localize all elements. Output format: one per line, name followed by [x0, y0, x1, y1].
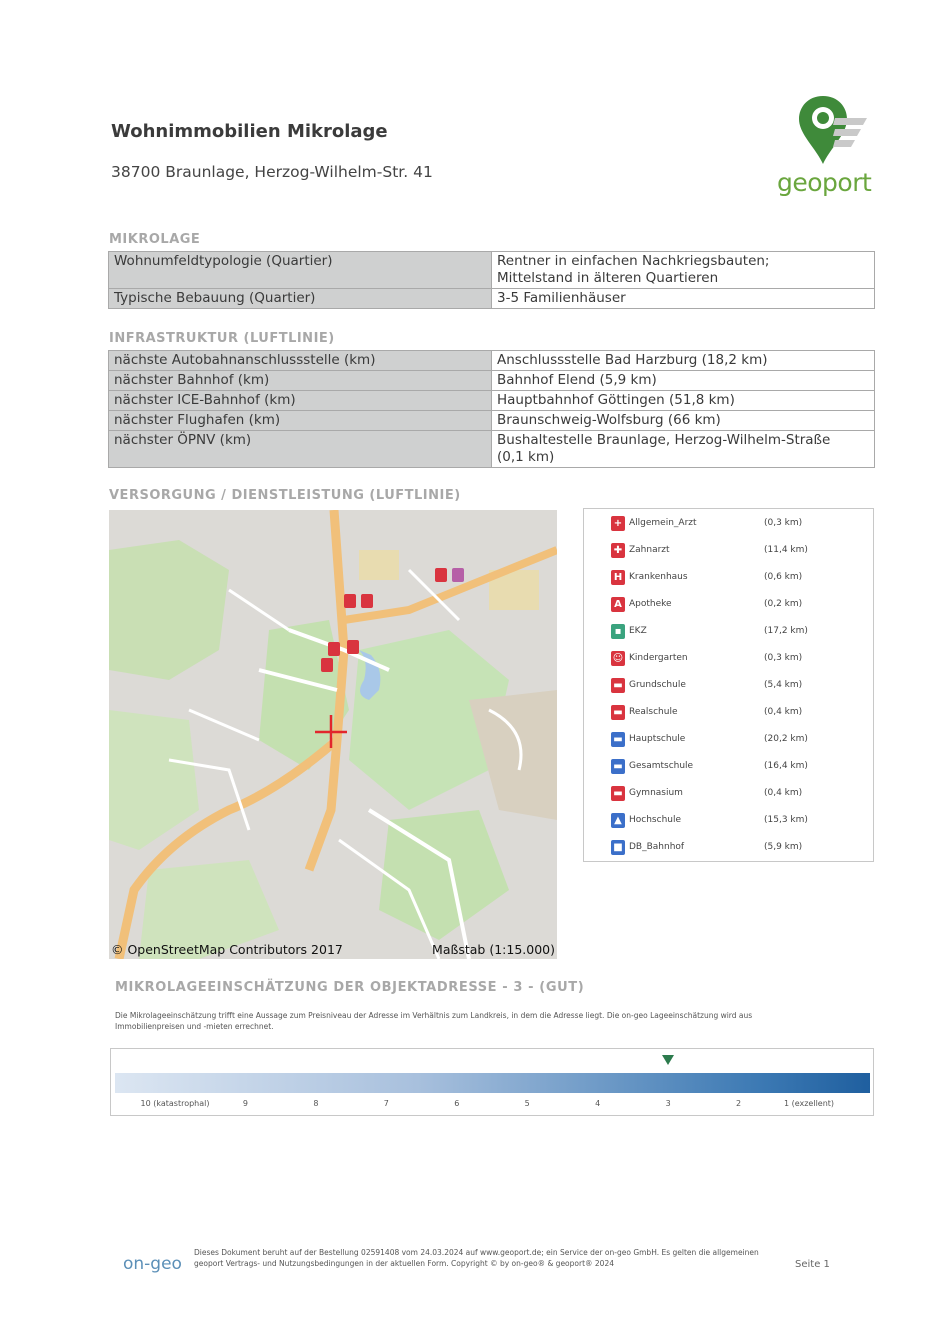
kindergarten-icon: ☺ — [612, 653, 624, 664]
shopping-icon: ▪ — [611, 624, 625, 639]
row-key: Wohnumfeldtypologie (Quartier) — [109, 252, 492, 289]
table-row — [109, 371, 875, 391]
table-row — [109, 431, 875, 468]
school-icon: ▬ — [611, 705, 625, 720]
legend-distance: (0,2 km) — [764, 599, 803, 609]
row-key: nächste Autobahnanschlussstelle (km) — [109, 351, 492, 371]
pharmacy-icon: A — [611, 597, 625, 612]
legend-distance: (16,4 km) — [764, 761, 808, 771]
scale-tick-label: 8 — [313, 1099, 319, 1108]
legend-label: Grundschule — [629, 680, 686, 690]
scale-tick-label: 9 — [242, 1099, 248, 1108]
row-value: Bahnhof Elend (5,9 km) — [492, 371, 875, 391]
infrastruktur-table — [108, 350, 875, 468]
footer-text: Dieses Dokument beruht auf der Bestellung 02591408 vom 24.03.2024 auf www.geoport.de; ein Service der on-geo GmbH. Es gelten die allgemeinen geoport Vertrags- und Nutzungsbedingungen in der aktuellen Form. Copyright © by on-geo® & geoport® 2024 — [194, 1248, 759, 1268]
university-icon: ▲ — [611, 813, 625, 828]
legend-row — [584, 756, 873, 778]
legend-label: Zahnarzt — [629, 545, 670, 555]
row-value: Hauptbahnhof Göttingen (51,8 km) — [492, 391, 875, 411]
legend-label: DB_Bahnhof — [629, 842, 685, 852]
school-icon: ▬ — [611, 678, 625, 693]
legend-distance: (0,4 km) — [764, 788, 803, 798]
map[interactable] — [109, 510, 557, 959]
row-value: Braunschweig-Wolfsburg (66 km) — [492, 411, 875, 431]
score-marker-icon — [662, 1055, 674, 1065]
legend-label: Realschule — [629, 707, 678, 717]
legend-distance: (0,3 km) — [764, 653, 803, 663]
legend-label: Allgemein_Arzt — [629, 518, 697, 528]
legend-row — [584, 837, 873, 859]
row-key: nächster ÖPNV (km) — [109, 431, 492, 468]
section-title-mikrolage: MIKROLAGE — [109, 232, 201, 247]
assessment-scale — [110, 1048, 874, 1116]
legend-distance: (0,6 km) — [764, 572, 803, 582]
school-icon: ▬ — [611, 759, 625, 774]
page-number: Seite 1 — [795, 1259, 830, 1270]
legend-row — [584, 675, 873, 697]
school-icon: ▬ — [611, 732, 625, 747]
row-key: nächster ICE-Bahnhof (km) — [109, 391, 492, 411]
legend-row — [584, 621, 873, 643]
tooth-icon: ✚ — [611, 543, 625, 558]
scale-tick-label: 5 — [524, 1099, 530, 1108]
legend-row — [584, 729, 873, 751]
school-icon: ▬ — [611, 786, 625, 801]
legend-row — [584, 648, 873, 670]
legend-label: Hauptschule — [629, 734, 686, 744]
location-pin-icon — [775, 92, 875, 172]
train-icon: ■ — [611, 840, 625, 855]
legend-distance: (5,9 km) — [764, 842, 803, 852]
scale-tick-label: 10 (katastrophal) — [140, 1099, 210, 1108]
legend-label: Krankenhaus — [629, 572, 688, 582]
legend-distance: (11,4 km) — [764, 545, 808, 555]
on-geo-logo: on-geo — [123, 1254, 182, 1274]
assessment-title: MIKROLAGEEINSCHÄTZUNG DER OBJEKTADRESSE - 3 - (GUT) — [115, 980, 585, 995]
geoport-logo — [775, 92, 875, 207]
hospital-icon: H — [611, 570, 625, 585]
table-row — [109, 252, 875, 289]
property-address: 38700 Braunlage, Herzog-Wilhelm-Str. 41 — [111, 163, 433, 181]
legend-row — [584, 702, 873, 724]
page-title: Wohnimmobilien Mikrolage — [111, 121, 388, 142]
scale-tick-label: 1 (exzellent) — [783, 1099, 835, 1108]
legend-distance: (20,2 km) — [764, 734, 808, 744]
mikrolage-table — [108, 251, 875, 309]
map-copyright: © OpenStreetMap Contributors 2017 — [111, 942, 343, 957]
assessment-description: Die Mikrolageeinschätzung trifft eine Aussage zum Preisniveau der Adresse im Verhältnis zum Landkreis, in dem die Adresse liegt. Die on-geo Lageeinschätzung wird aus Immobilienpreisen und -mieten errechnet. — [115, 1011, 753, 1031]
row-key: nächster Flughafen (km) — [109, 411, 492, 431]
scale-tick-label: 6 — [454, 1099, 460, 1108]
legend-label: Hochschule — [629, 815, 682, 825]
scale-gradient — [115, 1073, 870, 1093]
section-title-infrastruktur: INFRASTRUKTUR (LUFTLINIE) — [109, 331, 335, 346]
scale-tick-label: 4 — [595, 1099, 601, 1108]
scale-tick-label: 7 — [383, 1099, 389, 1108]
legend-label: Gymnasium — [629, 788, 683, 798]
row-value: 3-5 Familienhäuser — [492, 289, 875, 309]
map-scale: Maßstab (1:15.000) — [432, 942, 555, 957]
table-row — [109, 289, 875, 309]
table-row — [109, 391, 875, 411]
legend-label: Apotheke — [629, 599, 672, 609]
row-value: Rentner in einfachen Nachkriegsbauten; Mittelstand in älteren Quartieren — [492, 252, 875, 289]
legend-distance: (0,3 km) — [764, 518, 803, 528]
table-row — [109, 351, 875, 371]
legend-distance: (17,2 km) — [764, 626, 808, 636]
legend-distance: (15,3 km) — [764, 815, 808, 825]
legend-row — [584, 540, 873, 562]
legend-label: Kindergarten — [629, 653, 688, 663]
row-key: Typische Bebauung (Quartier) — [109, 289, 492, 309]
poi-legend — [583, 508, 874, 862]
legend-label: EKZ — [629, 626, 647, 636]
row-value: Bushaltestelle Braunlage, Herzog-Wilhelm-Straße (0,1 km) — [492, 431, 875, 468]
legend-row — [584, 567, 873, 589]
scale-tick-label: 3 — [665, 1099, 671, 1108]
logo-text: geoport — [777, 168, 872, 197]
scale-tick-label: 2 — [736, 1099, 742, 1108]
row-key: nächster Bahnhof (km) — [109, 371, 492, 391]
legend-row — [584, 594, 873, 616]
table-row — [109, 411, 875, 431]
doctor-icon: + — [611, 516, 625, 531]
legend-row — [584, 513, 873, 535]
row-value: Anschlussstelle Bad Harzburg (18,2 km) — [492, 351, 875, 371]
legend-label: Gesamtschule — [629, 761, 694, 771]
map-image — [109, 510, 557, 959]
legend-distance: (0,4 km) — [764, 707, 803, 717]
section-title-versorgung: VERSORGUNG / DIENSTLEISTUNG (LUFTLINIE) — [109, 488, 461, 503]
legend-row — [584, 810, 873, 832]
legend-distance: (5,4 km) — [764, 680, 803, 690]
legend-row — [584, 783, 873, 805]
